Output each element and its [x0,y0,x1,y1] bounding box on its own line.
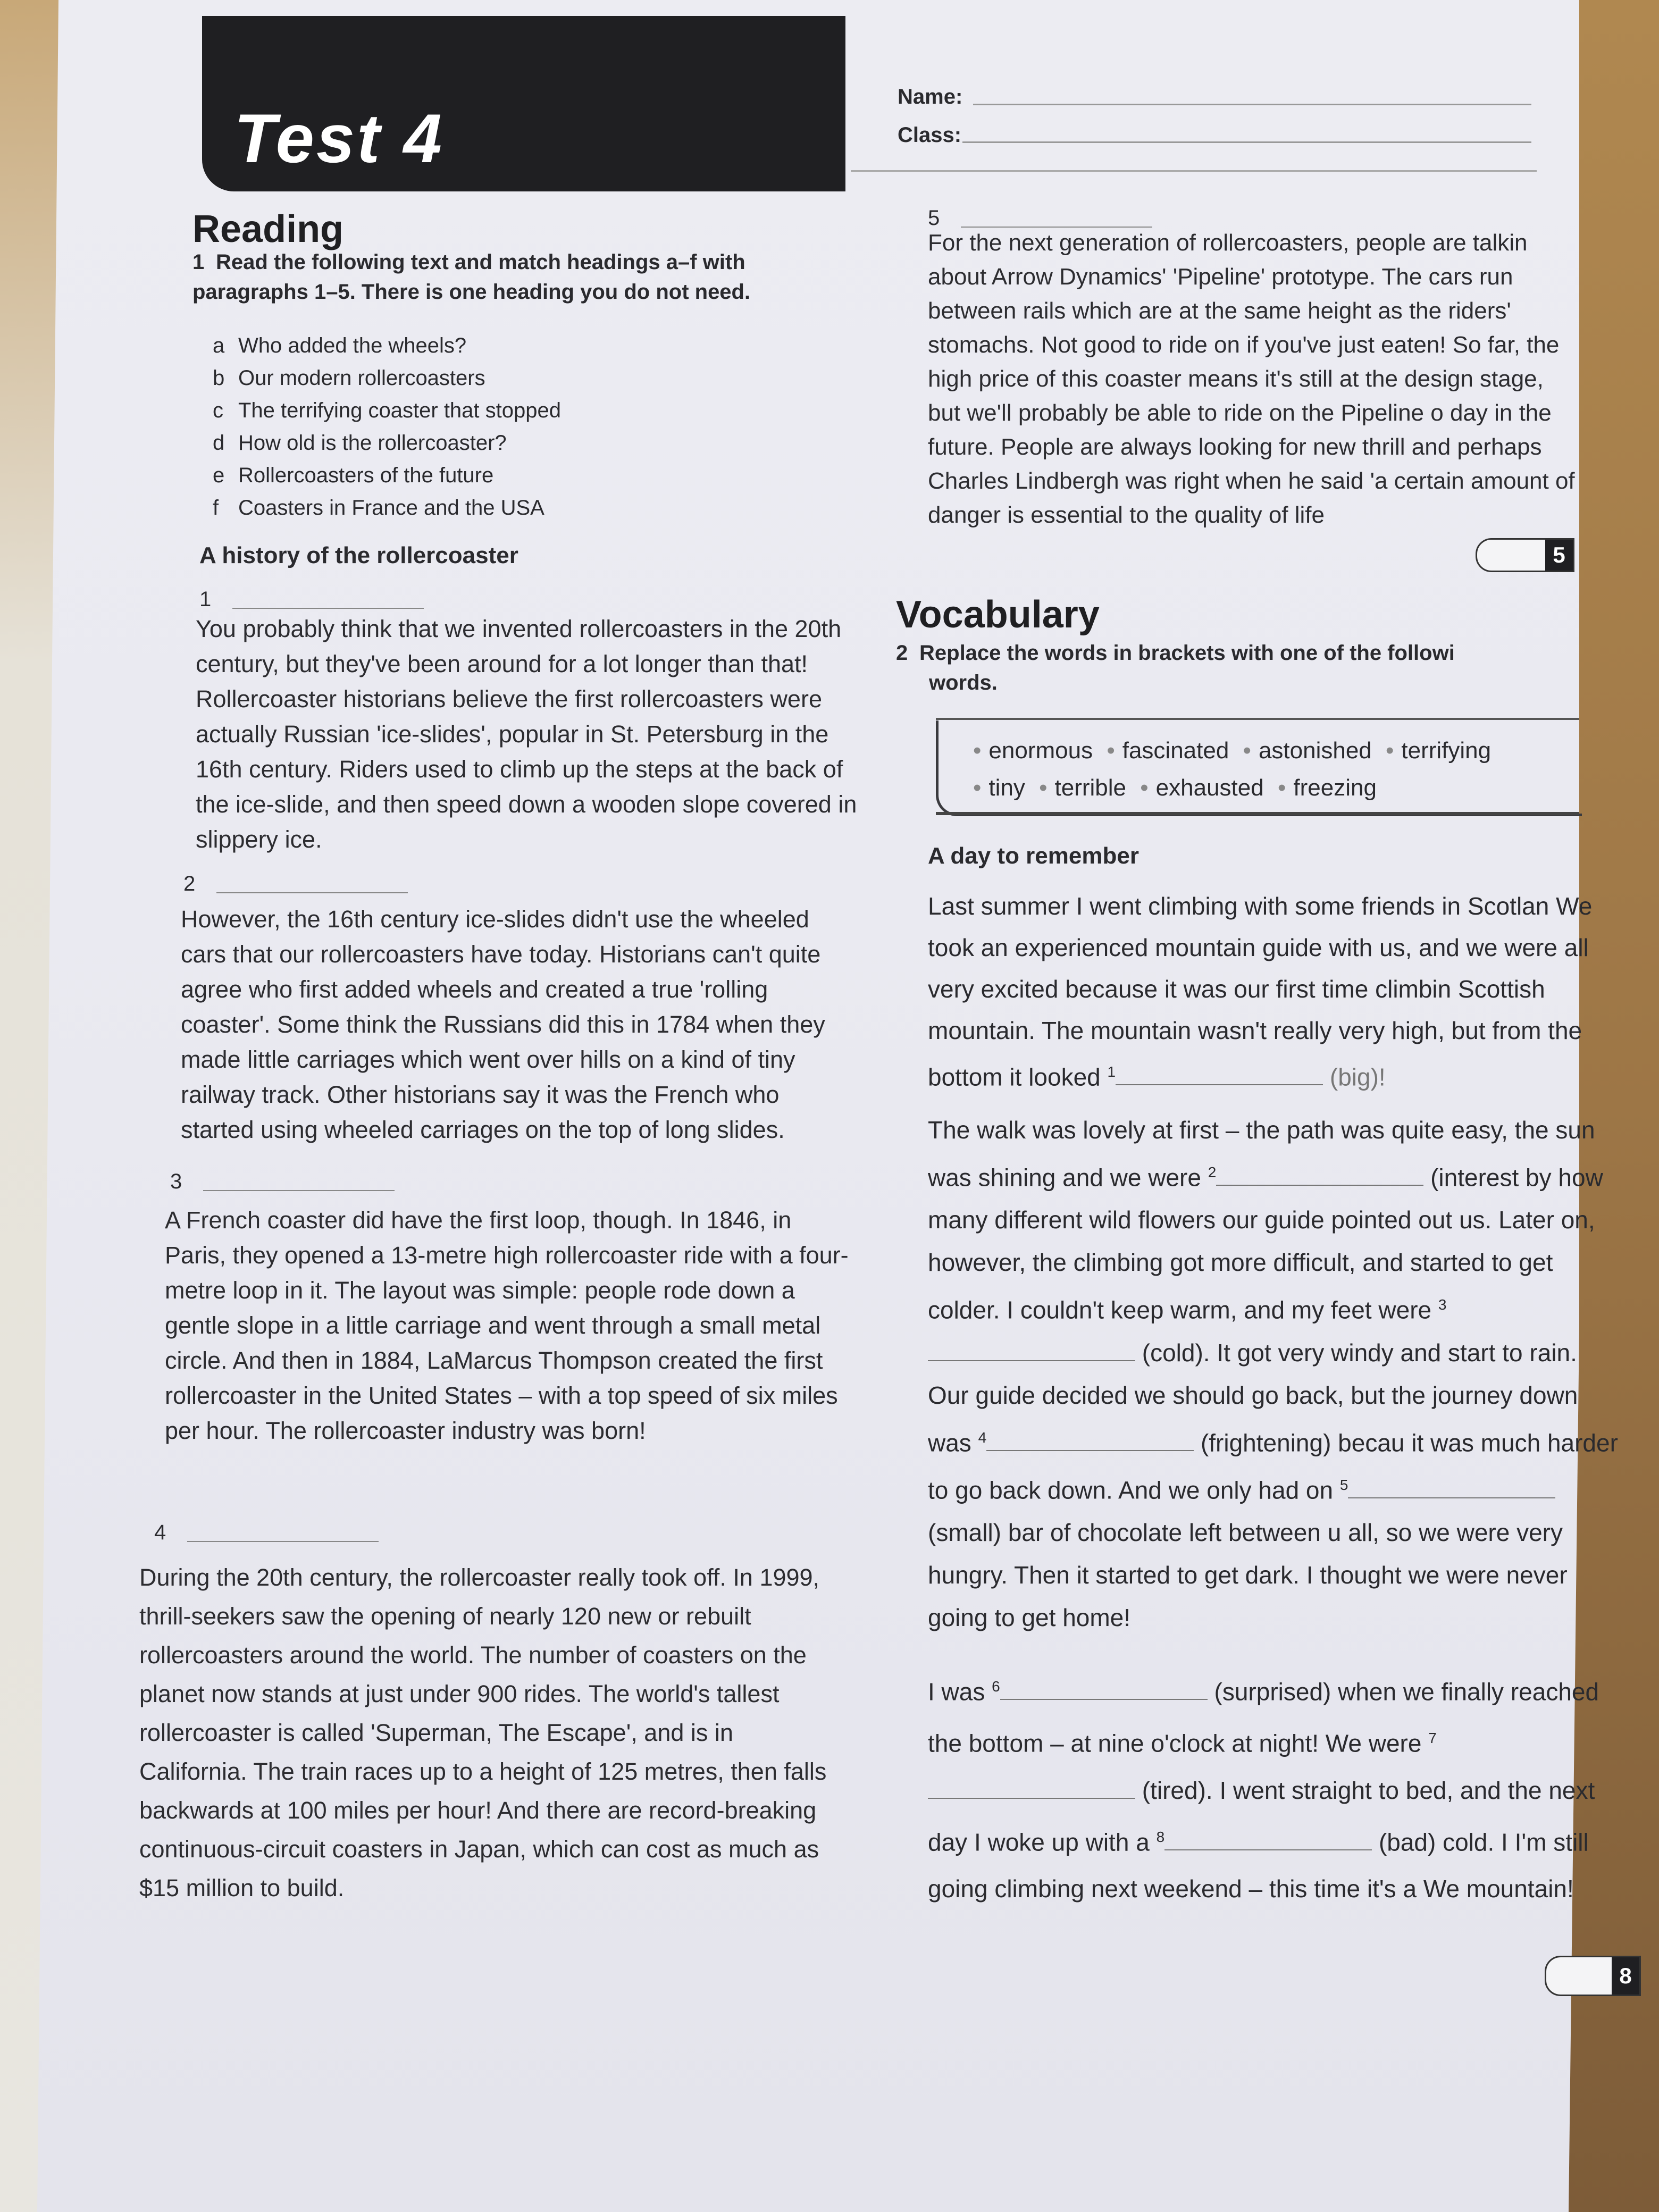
heading-option: c The terrifying coaster that stopped [213,399,561,422]
word-box-bottom [936,812,1579,815]
heading-option: d How old is the rollercoaster? [213,431,507,455]
heading-answer-blank[interactable] [203,1174,395,1191]
headings-list [213,330,851,524]
class-label: Class: [898,123,962,147]
paragraph-number: 4 [154,1521,379,1545]
heading-answer-blank[interactable] [232,592,424,609]
answer-blank[interactable] [1348,1479,1555,1498]
test-title: Test 4 [234,99,444,177]
reading-instruction [192,247,847,307]
vocabulary-score-box [1545,1956,1641,1996]
instruction-text: words. [929,671,998,694]
word-bank-item: enormous [988,738,1093,764]
name-field[interactable] [973,104,1531,105]
task-number: 2 [896,641,908,665]
word-bank-item: fascinated [1122,738,1229,764]
word-bank-item: tiny [988,775,1025,801]
paragraph-text: You probably think that we invented rollercoasters in the 20th century, but they've been around for a lot longer than that! Rollercoaster historians believe the first rollercoasters were actually Russian 'ice-slides', popular in St. Petersburg in the 16th century. Riders used to climb up the steps at the back of the ice-slide, and then speed down a wooden slope covered in slippery ice. [196,615,857,853]
word-bank-item: exhausted [1155,775,1264,801]
answer-blank[interactable] [986,1432,1194,1451]
reading-score-box [1476,538,1574,572]
vocabulary-heading: Vocabulary [896,593,1100,636]
task-number: 1 [192,250,205,274]
word-bank-item: freezing [1293,775,1377,801]
heading-option: a Who added the wheels? [213,334,467,357]
word-box-top [936,718,1579,720]
reading-text-title: A history of the rollercoaster [199,542,518,568]
word-bank-row: • tiny • terrible • exhausted • freezing [973,775,1377,801]
reading-heading: Reading [192,208,344,250]
vocabulary-score: 8 [1612,1957,1639,1995]
answer-blank[interactable] [928,1342,1135,1361]
heading-option: e Rollercoasters of the future [213,464,494,487]
instruction-text: Read the following text and match headings a–f with paragraphs 1–5. There is one heading you do not need. [192,250,751,304]
vocabulary-text-title: A day to remember [928,843,1139,869]
story-paragraph: The walk was lovely at first – the path was quite easy, the sun was shining and we were $^2$ (interest by how many different wild flowers our guide pointed out us. Later on, however, the climbing got more difficult, and started to get colder. I couldn't keep warm, and my feet were $^3$ (cold). It got very windy and start to rain. Our guide decided we should go back, but the journey down was $^4$ (frightening) becau it was much harder to go back down. And we only had on $^5$ (small) bar of chocolate left between u all, so we were very hungry. Then it started to get dark. I thought we were never going to get home! [928,1116,1618,1632]
header-rule [851,170,1537,172]
heading-option: b Our modern rollercoasters [213,366,485,390]
answer-blank[interactable] [1000,1681,1208,1700]
answer-blank[interactable] [1216,1167,1423,1186]
reading-score: 5 [1545,540,1573,571]
story-paragraph: I was $^6$ (surprised) when we finally reached the bottom – at nine o'clock at night! We were $^7$ (tired). I went straight to bed, and the next day I woke up with a $^8$ (bad) cold. I I'm still going climbing next weekend – this time it's a We mountain! [928,1678,1599,1903]
paragraph-number: 2 [183,872,408,896]
story-paragraph: Last summer I went climbing with some friends in Scotlan We took an experienced mountain guide with us, and we were all very excited because it was our first time climbin Scottish mountain. The mountain wasn't really very high, but from the bottom it looked $^1$ (big)! [928,892,1593,1091]
answer-blank[interactable] [928,1780,1135,1799]
heading-option: f Coasters in France and the USA [213,496,544,520]
paragraph-number: 1 [199,588,424,611]
paragraph-text: A French coaster did have the first loop, though. In 1846, in Paris, they opened a 13-metre high rollercoaster ride with a four-metre loop in it. The layout was simple: people rode down a gentle slope in a little carriage and went through a small metal circle. And then in 1884, LaMarcus Thompson created the first rollercoaster in the United States – with a top speed of six miles per hour. The rollercoaster industry was born! [165,1206,849,1444]
paragraph-text: During the 20th century, the rollercoaster really took off. In 1999, thrill-seekers saw the opening of nearly 120 new or rebuilt rollercoasters around the world. The number of coasters on the planet now stands at just under 900 rides. The world's tallest rollercoaster is called 'Superman, The Escape', and is in California. The train races up to a height of 125 metres, then falls backwards at 100 miles per hour! And there are record-breaking continuous-circuit coasters in Japan, which can cost as much as $15 million to build. [139,1564,827,1901]
name-label: Name: [898,85,963,108]
paragraph-number: 5 [928,206,1152,230]
heading-answer-blank[interactable] [961,211,1152,228]
vocabulary-instruction [896,638,1587,698]
heading-answer-blank[interactable] [187,1525,379,1542]
word-bank-row: • enormous • fascinated • astonished • terrifying [973,738,1492,764]
word-bank-item: astonished [1258,738,1372,764]
paragraph-text: However, the 16th century ice-slides didn't use the wheeled cars that our rollercoasters have today. Historians can't quite agree who first added wheels and created a true 'rolling coaster'. Some think the Russians did this in 1784 when they made little carriages which went over hills on a kind of tiny railway track. Other historians say it was the French who started using wheeled carriages on the top of long slides. [181,906,825,1143]
answer-blank[interactable] [1164,1831,1372,1850]
paragraph-text: For the next generation of rollercoasters, people are talkin about Arrow Dynamics' 'Pipeline' prototype. The cars run between rails which are at the same height as the riders' stomachs. Not good to ride on if you've just eaten! So far, the high price of this coaster means it's still at the design stage, but we'll probably be able to ride on the Pipeline o day in the future. People are always looking for new thrill and perhaps Charles Lindbergh was right when he said 'a certain amount of danger is essential to the quality of life [928,230,1575,528]
paragraph-number: 3 [170,1170,395,1194]
word-bank-item: terrible [1054,775,1127,801]
heading-answer-blank[interactable] [216,876,408,893]
class-field[interactable] [962,141,1531,143]
answer-blank[interactable] [1116,1066,1323,1085]
instruction-text: Replace the words in brackets with one of the followi [919,641,1455,665]
word-bank-item: terrifying [1401,738,1492,764]
